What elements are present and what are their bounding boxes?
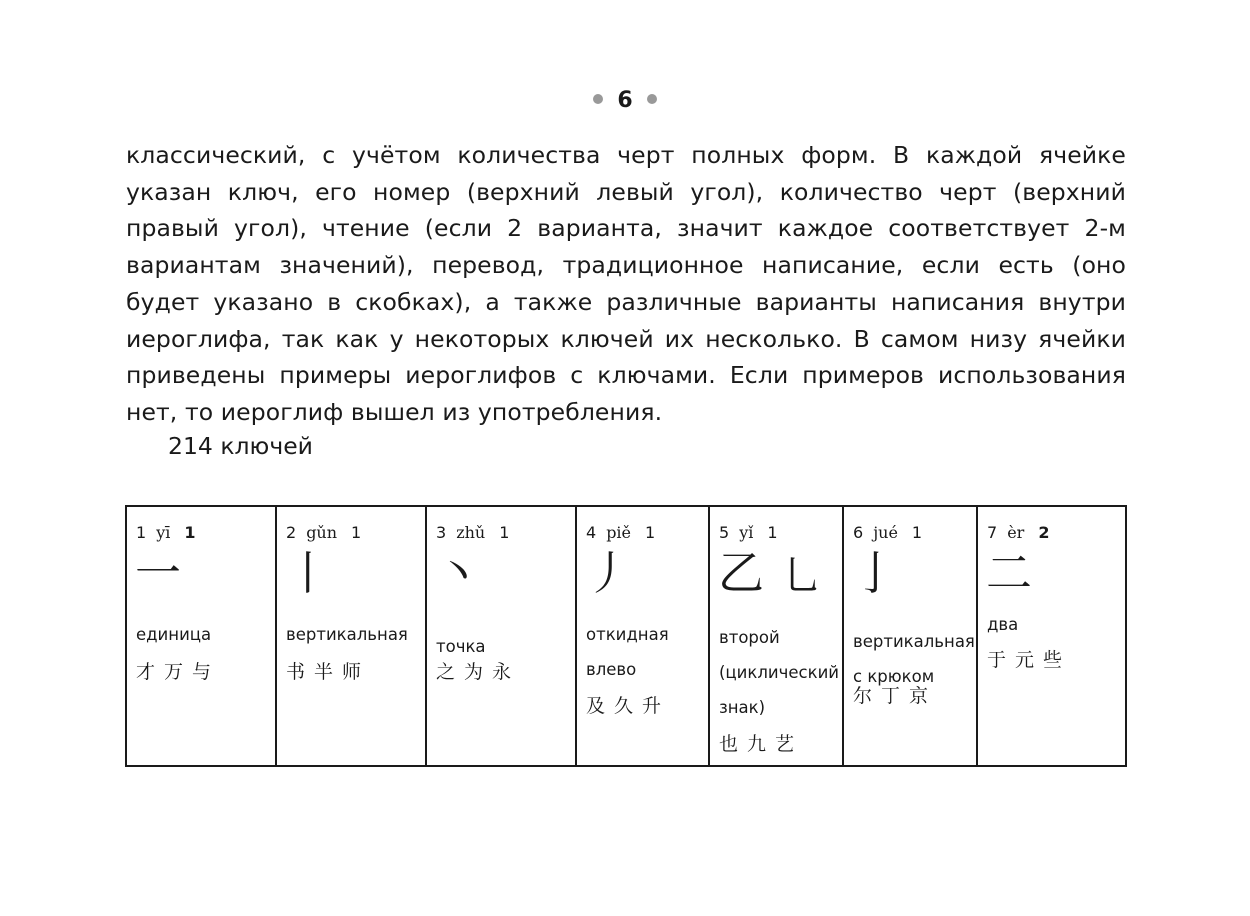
radical-meaning: вертикальная xyxy=(286,625,408,644)
radical-pinyin: èr xyxy=(1007,523,1025,542)
radical-stroke-count: 1 xyxy=(767,523,778,542)
radical-cell xyxy=(126,506,276,766)
radical-stroke-count: 1 xyxy=(911,523,923,542)
page-number xyxy=(0,88,1250,113)
radical-glyph xyxy=(285,547,331,599)
radical-meaning: единица xyxy=(136,625,212,644)
radical-glyph xyxy=(585,547,631,599)
radical-header xyxy=(987,523,1049,542)
bullet-dot-right xyxy=(647,94,657,104)
radical-cell xyxy=(843,506,977,766)
radical-number: 7 xyxy=(987,523,998,542)
radical-meaning: откидная влево xyxy=(586,625,669,679)
radical-glyph xyxy=(435,547,481,599)
section-subheading: 214 ключей xyxy=(168,432,313,460)
radical-meaning: два xyxy=(987,615,1019,634)
radical-meaning: второй (циклический знак) xyxy=(719,628,840,717)
radical-variant: 乚 xyxy=(782,553,822,599)
radical-stroke-count: 2 xyxy=(1038,523,1050,542)
radical-meaning: вертикальная с крюком xyxy=(853,632,975,686)
radical-cell xyxy=(709,506,843,766)
radical-character: 乙 xyxy=(718,546,764,600)
radical-stroke-count: 1 xyxy=(499,523,510,542)
radical-header xyxy=(586,523,655,542)
radical-cell xyxy=(977,506,1126,766)
radicals-row xyxy=(126,506,1126,766)
radical-number: 3 xyxy=(436,523,447,542)
radical-glyph xyxy=(135,547,181,599)
intro-paragraph: классический, с учётом количества черт полных форм. В каждой ячейке указан ключ, его номер (верхний левый угол), количество черт (верхний правый угол), чтение (если 2 варианта, значит каждое соответствует 2-м вариантам значений), перевод, традиционное написание, если есть (оно будет указано в скобках), а также различные варианты написания внутри иероглифа, так как у некоторых ключей их несколько. В самом низу ячейки приведены примеры иероглифов с ключами. Если примеров использования нет, то иероглиф вышел из употребления. xyxy=(126,141,1126,426)
radical-examples: 于元些 xyxy=(987,649,1072,671)
radical-stroke-count: 1 xyxy=(184,523,196,542)
radical-character: 亅 xyxy=(852,546,898,600)
radical-pinyin: jué xyxy=(873,523,898,542)
radical-glyph xyxy=(718,547,822,602)
radical-character: 丿 xyxy=(585,546,631,600)
radical-character: 二 xyxy=(986,546,1032,600)
radical-examples: 书半师 xyxy=(286,661,371,683)
page-number-value: 6 xyxy=(617,88,633,113)
body-text xyxy=(126,137,1126,431)
radical-pinyin: yǐ xyxy=(739,523,754,542)
radical-character: 丨 xyxy=(285,546,331,600)
radical-number: 5 xyxy=(719,523,730,542)
radical-examples: 及久升 xyxy=(586,695,671,717)
radical-cell xyxy=(576,506,709,766)
radical-glyph xyxy=(852,547,898,599)
radicals-table xyxy=(125,505,1127,767)
radical-pinyin: gǔn xyxy=(306,523,338,542)
radical-examples: 也九艺 xyxy=(719,733,804,755)
radical-pinyin: piě xyxy=(606,523,632,542)
radical-character: 一 xyxy=(135,546,181,600)
radical-header xyxy=(853,523,922,542)
radical-pinyin: zhǔ xyxy=(456,523,486,542)
radical-header xyxy=(436,523,509,542)
radical-number: 2 xyxy=(286,523,297,542)
radical-header xyxy=(136,523,195,542)
radical-header xyxy=(286,523,361,542)
radical-number: 1 xyxy=(136,523,147,542)
radical-stroke-count: 1 xyxy=(645,523,656,542)
radical-glyph xyxy=(986,547,1032,599)
radical-meaning: точка xyxy=(436,637,486,656)
bullet-dot-left xyxy=(593,94,603,104)
radical-cell xyxy=(426,506,576,766)
radical-cell xyxy=(276,506,426,766)
radical-character: 丶 xyxy=(435,546,481,600)
radical-examples: 才万与 xyxy=(136,661,221,683)
radical-examples: 之为永 xyxy=(436,661,521,683)
radical-number: 4 xyxy=(586,523,597,542)
radical-pinyin: yī xyxy=(156,523,171,542)
radical-stroke-count: 1 xyxy=(351,523,362,542)
radical-header xyxy=(719,523,778,542)
radical-number: 6 xyxy=(853,523,864,542)
radical-examples: 尔丁京 xyxy=(853,685,938,707)
